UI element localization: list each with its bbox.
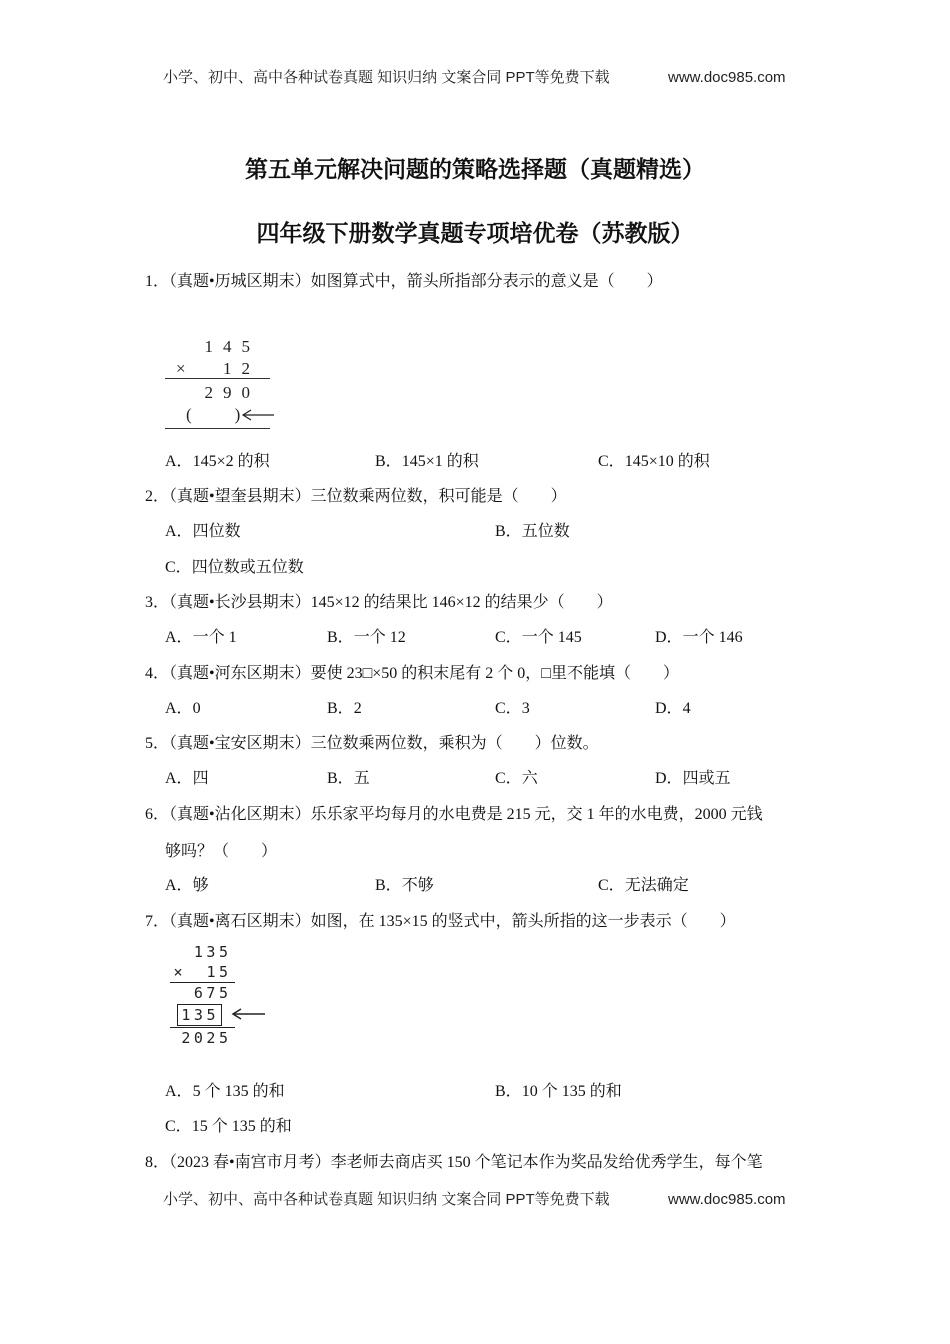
- fig1-multiplier: 12: [223, 359, 260, 378]
- option-label: C．: [165, 559, 192, 576]
- question-text: （真题•沾化区期末）乐乐家平均每月的水电费是 215 元，交 1 年的水电费，2000 元钱: [169, 806, 763, 823]
- fig1-multiplicand: 145: [204, 337, 260, 356]
- option-label: D．: [655, 700, 683, 717]
- question-4: [145, 663, 679, 685]
- q2-option-b: [495, 521, 570, 543]
- q4-option-b: [327, 698, 362, 720]
- option-text: 五位数: [521, 523, 570, 540]
- fig2-multiplicand: 135: [193, 943, 232, 961]
- q7-option-b: [495, 1081, 622, 1103]
- footer-text: 小学、初中、高中各种试卷真题 知识归纳 文案合同 PPT等免费下载: [163, 1191, 610, 1208]
- option-label: B．: [375, 877, 402, 894]
- q4-option-c: [495, 698, 530, 720]
- q3-option-a: [165, 627, 237, 649]
- option-text: 一个 145: [521, 629, 582, 646]
- q5-option-a: [165, 768, 209, 790]
- q6-option-a: [165, 875, 209, 897]
- option-label: D．: [655, 770, 683, 787]
- question-6: [145, 804, 763, 826]
- figure-1-vertical-multiplication: [160, 330, 280, 435]
- header-url: www.doc985.com: [668, 69, 786, 86]
- fig1-partial-product: 290: [204, 383, 260, 402]
- option-text: 145×2 的积: [192, 453, 270, 470]
- q3-option-d: [655, 627, 743, 649]
- q7-option-c: [165, 1116, 292, 1138]
- fig2-partial-product-2: 135: [181, 1006, 219, 1024]
- option-label: C．: [598, 453, 625, 470]
- fig2-bottom-line: [170, 1027, 235, 1028]
- fig2-times-sign: ×: [173, 963, 183, 981]
- question-number: 6．: [145, 806, 170, 823]
- fig2-divider-line: [170, 982, 235, 983]
- option-label: C．: [165, 1118, 192, 1135]
- q4-option-a: [165, 698, 201, 720]
- option-label: C．: [598, 877, 625, 894]
- option-label: C．: [495, 629, 522, 646]
- option-text: 一个 146: [682, 629, 743, 646]
- option-label: A．: [165, 453, 193, 470]
- question-number: 1．: [145, 273, 170, 290]
- option-text: 四位数或五位数: [191, 559, 304, 576]
- question-number: 5．: [145, 735, 170, 752]
- title-line-2: 四年级下册数学真题专项培优卷（苏教版）: [256, 221, 694, 246]
- option-label: C．: [495, 770, 522, 787]
- question-text: （真题•河东区期末）要使 23□×50 的积末尾有 2 个 0，□里不能填（ ）: [169, 665, 679, 682]
- option-text: 145×1 的积: [401, 453, 479, 470]
- option-text: 一个 1: [192, 629, 237, 646]
- option-text: 0: [192, 700, 201, 717]
- option-label: A．: [165, 770, 193, 787]
- option-text: 够: [192, 877, 209, 894]
- question-3: [145, 592, 613, 614]
- q2-option-c: [165, 557, 304, 579]
- option-text: 4: [682, 700, 691, 717]
- left-arrow-icon: [240, 408, 276, 422]
- fig2-multiplier: 15: [206, 963, 232, 981]
- fig1-times-sign: ×: [176, 359, 186, 378]
- q1-option-b: [375, 451, 479, 473]
- option-label: B．: [375, 453, 402, 470]
- title-line-1: 第五单元解决问题的策略选择题（真题精选）: [245, 157, 705, 182]
- option-text: 2: [353, 700, 362, 717]
- question-number: 8．: [145, 1154, 170, 1171]
- question-7: [145, 911, 736, 933]
- question-text: （真题•望奎县期末）三位数乘两位数，积可能是（ ）: [169, 488, 567, 505]
- fig1-divider-line: [165, 378, 270, 379]
- option-label: B．: [495, 523, 522, 540]
- option-text: 145×10 的积: [624, 453, 710, 470]
- question-text: （真题•历城区期末）如图算式中，箭头所指部分表示的意义是（ ）: [169, 273, 663, 290]
- q7-option-a: [165, 1081, 285, 1103]
- option-label: B．: [495, 1083, 522, 1100]
- q3-option-c: [495, 627, 582, 649]
- option-label: B．: [327, 700, 354, 717]
- option-text: 5 个 135 的和: [192, 1083, 285, 1100]
- option-text: 四: [192, 770, 209, 787]
- option-label: A．: [165, 1083, 193, 1100]
- option-label: A．: [165, 629, 193, 646]
- option-text: 10 个 135 的和: [521, 1083, 622, 1100]
- option-text: 无法确定: [624, 877, 689, 894]
- question-number: 4．: [145, 665, 170, 682]
- question-8: [145, 1152, 763, 1174]
- question-6-continuation: 够吗？（ ）: [165, 843, 278, 860]
- option-label: B．: [327, 770, 354, 787]
- option-text: 3: [521, 700, 530, 717]
- q5-option-c: [495, 768, 538, 790]
- option-text: 一个 12: [353, 629, 406, 646]
- option-label: A．: [165, 523, 193, 540]
- figure-2-vertical-multiplication: [165, 940, 275, 1052]
- q5-option-d: [655, 768, 731, 790]
- q3-option-b: [327, 627, 406, 649]
- q4-option-d: [655, 698, 691, 720]
- question-text: （真题•长沙县期末）145×12 的结果比 146×12 的结果少（ ）: [169, 594, 613, 611]
- header-text: 小学、初中、高中各种试卷真题 知识归纳 文案合同 PPT等免费下载: [163, 69, 610, 86]
- option-label: C．: [495, 700, 522, 717]
- question-1: [145, 271, 663, 293]
- option-label: A．: [165, 700, 193, 717]
- q2-option-a: [165, 521, 241, 543]
- option-label: B．: [327, 629, 354, 646]
- question-text: （2023 春•南宫市月考）李老师去商店买 150 个笔记本作为奖品发给优秀学生，每个笔: [169, 1154, 763, 1171]
- left-arrow-icon: [231, 1007, 267, 1021]
- q5-option-b: [327, 768, 370, 790]
- fig1-blank-parentheses: ( ): [186, 405, 244, 424]
- question-text: （真题•宝安区期末）三位数乘两位数，乘积为（ ）位数。: [169, 735, 599, 752]
- option-text: 四位数: [192, 523, 241, 540]
- option-text: 五: [353, 770, 370, 787]
- q6-option-b: [375, 875, 434, 897]
- question-number: 3．: [145, 594, 170, 611]
- q1-option-a: [165, 451, 270, 473]
- question-text: （真题•离石区期末）如图，在 135×15 的竖式中，箭头所指的这一步表示（ ）: [169, 913, 736, 930]
- fig2-product: 2025: [181, 1029, 232, 1047]
- q6-option-c: [598, 875, 689, 897]
- question-5: [145, 733, 599, 755]
- fig2-partial-product-1: 675: [193, 984, 232, 1002]
- footer-url: www.doc985.com: [668, 1191, 786, 1208]
- option-text: 四或五: [682, 770, 731, 787]
- option-text: 15 个 135 的和: [191, 1118, 292, 1135]
- question-number: 2．: [145, 488, 170, 505]
- question-number: 7．: [145, 913, 170, 930]
- option-text: 不够: [401, 877, 434, 894]
- question-2: [145, 486, 567, 508]
- option-label: A．: [165, 877, 193, 894]
- fig1-bottom-line: [165, 428, 270, 429]
- q1-option-c: [598, 451, 710, 473]
- option-text: 六: [521, 770, 538, 787]
- option-label: D．: [655, 629, 683, 646]
